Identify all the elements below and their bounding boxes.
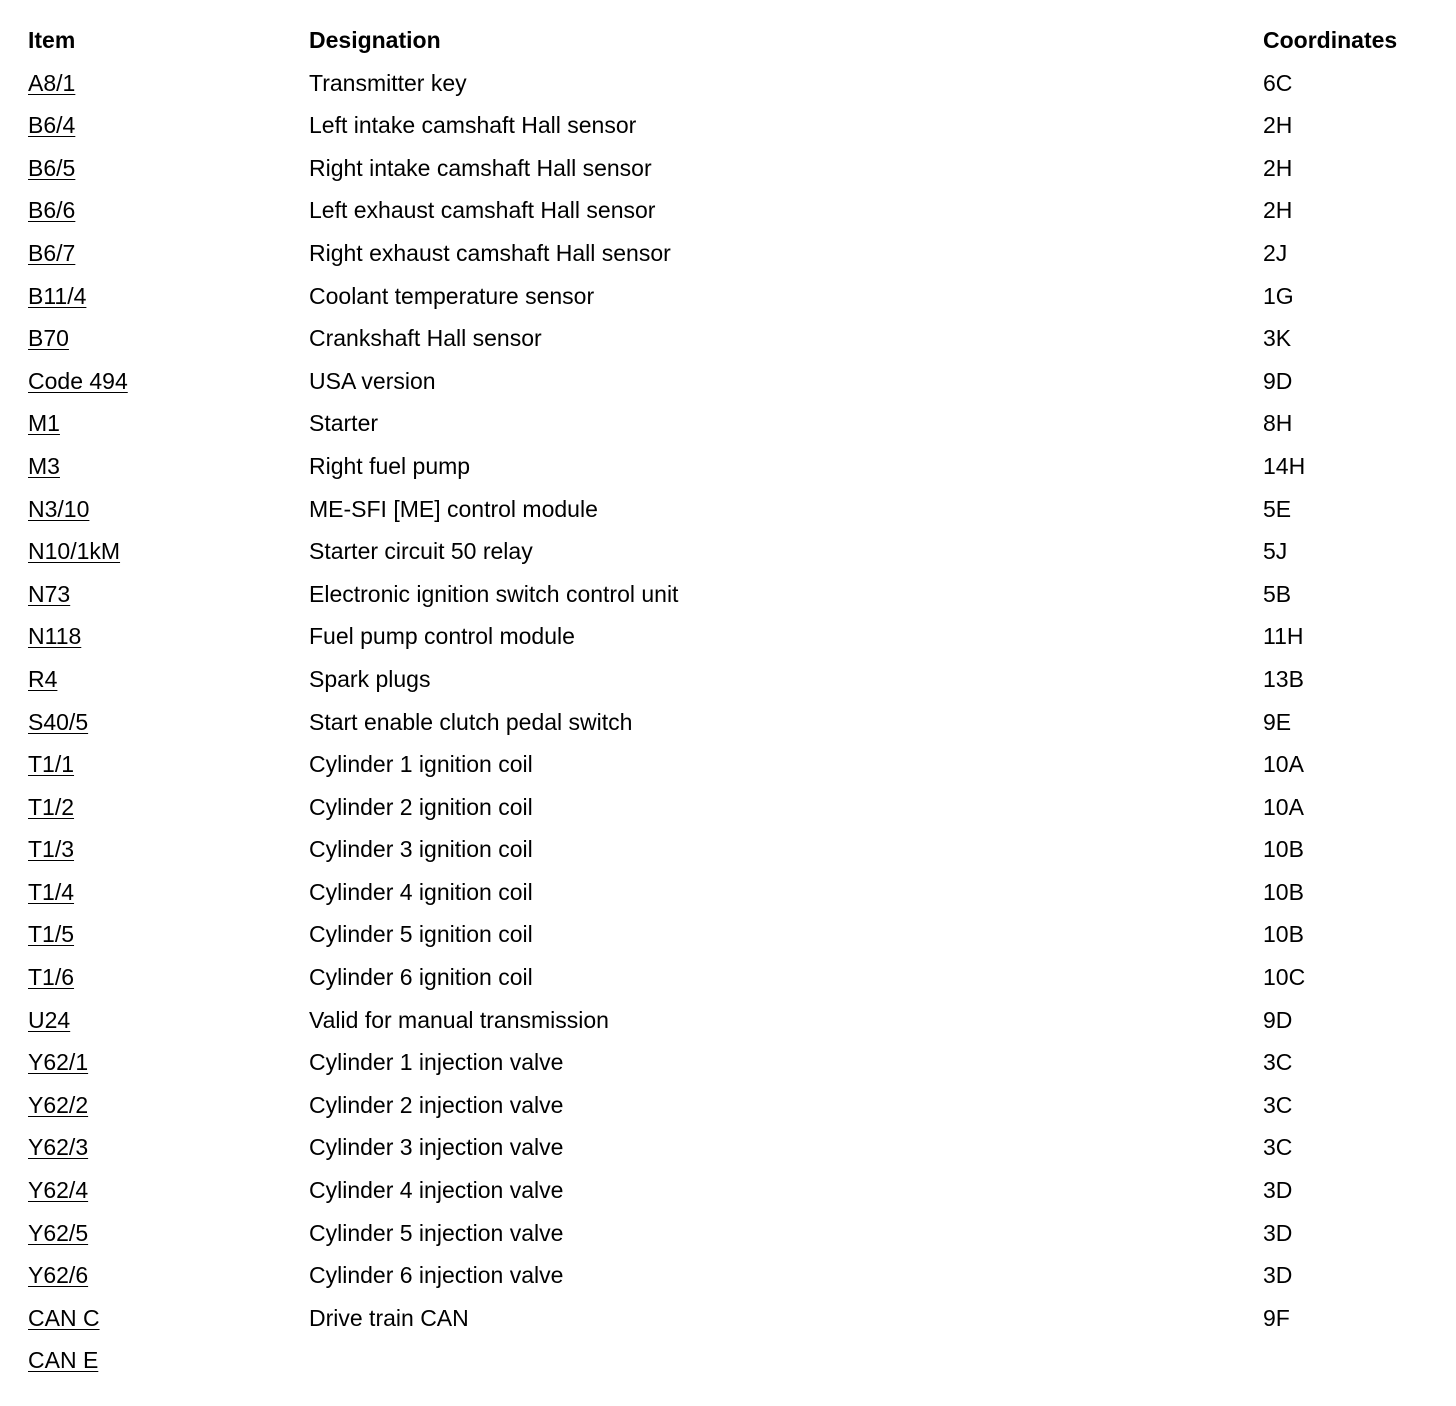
designation-cell: Left intake camshaft Hall sensor <box>309 112 637 139</box>
item-link[interactable]: CAN C <box>28 1304 100 1331</box>
designation-cell: Cylinder 6 injection valve <box>309 1262 564 1289</box>
table-row <box>0 189 1456 232</box>
item-link[interactable]: B6/6 <box>28 197 76 224</box>
table-row <box>0 913 1456 956</box>
designation-cell: Cylinder 3 injection valve <box>309 1134 564 1161</box>
designation-cell: Coolant temperature sensor <box>309 282 595 309</box>
table-row <box>0 275 1456 318</box>
coordinates-cell: 14H <box>1263 452 1306 479</box>
item-link[interactable]: T1/3 <box>28 836 75 863</box>
item-link[interactable]: T1/2 <box>28 793 75 820</box>
coordinates-cell: 3C <box>1263 1049 1293 1076</box>
designation-cell: Transmitter key <box>309 69 467 96</box>
designation-cell: Starter circuit 50 relay <box>309 538 533 565</box>
coordinates-cell: 3D <box>1263 1262 1293 1289</box>
item-link[interactable]: T1/4 <box>28 878 75 905</box>
header-designation: Designation <box>309 27 441 53</box>
table-row <box>0 1041 1456 1084</box>
item-link[interactable]: CAN E <box>28 1347 99 1374</box>
coordinates-cell: 3D <box>1263 1219 1293 1246</box>
coordinates-cell: 5E <box>1263 495 1292 522</box>
designation-cell: Electronic ignition switch control unit <box>309 580 679 607</box>
designation-cell: Right exhaust camshaft Hall sensor <box>309 239 671 266</box>
designation-cell: Cylinder 4 injection valve <box>309 1177 564 1204</box>
coordinates-cell: 13B <box>1263 665 1304 692</box>
item-link[interactable]: R4 <box>28 665 58 692</box>
item-link[interactable]: Y62/5 <box>28 1219 89 1246</box>
coordinates-cell: 2H <box>1263 112 1293 139</box>
designation-cell: Cylinder 5 ignition coil <box>309 921 533 948</box>
coordinates-cell: 2J <box>1263 239 1288 266</box>
coordinates-cell: 5B <box>1263 580 1292 607</box>
coordinates-cell: 10B <box>1263 836 1304 863</box>
table-row <box>0 743 1456 786</box>
designation-cell: Valid for manual transmission <box>309 1006 609 1033</box>
table-header <box>0 19 1456 62</box>
designation-cell: ME-SFI [ME] control module <box>309 495 598 522</box>
coordinates-cell: 9F <box>1263 1304 1290 1331</box>
item-link[interactable]: Y62/6 <box>28 1262 89 1289</box>
designation-cell: Right intake camshaft Hall sensor <box>309 154 652 181</box>
item-link[interactable]: A8/1 <box>28 69 76 96</box>
coordinates-cell: 1G <box>1263 282 1294 309</box>
coordinates-cell: 10A <box>1263 793 1304 820</box>
designation-cell: Cylinder 3 ignition coil <box>309 836 533 863</box>
item-link[interactable]: N3/10 <box>28 495 90 522</box>
header-coordinates: Coordinates <box>1263 27 1398 53</box>
coordinates-cell: 9E <box>1263 708 1292 735</box>
table-row <box>0 104 1456 147</box>
header-item: Item <box>28 27 76 53</box>
table-row <box>0 573 1456 616</box>
designation-cell: Drive train CAN <box>309 1304 469 1331</box>
coordinates-cell: 9D <box>1263 367 1293 394</box>
table-row <box>0 317 1456 360</box>
item-link[interactable]: N10/1kM <box>28 538 121 565</box>
coordinates-cell: 2H <box>1263 154 1293 181</box>
table-row <box>0 615 1456 658</box>
item-link[interactable]: Y62/4 <box>28 1177 89 1204</box>
table-row <box>0 871 1456 914</box>
item-link[interactable]: N73 <box>28 580 71 607</box>
table-row <box>0 488 1456 531</box>
table-row <box>0 1339 1456 1382</box>
designation-cell: Spark plugs <box>309 665 431 692</box>
table-row <box>0 360 1456 403</box>
designation-cell: Cylinder 1 ignition coil <box>309 751 533 778</box>
designation-cell: Crankshaft Hall sensor <box>309 325 542 352</box>
coordinates-cell: 3C <box>1263 1134 1293 1161</box>
table-row <box>0 828 1456 871</box>
item-link[interactable]: Y62/1 <box>28 1049 89 1076</box>
coordinates-cell: 6C <box>1263 69 1293 96</box>
item-link[interactable]: M1 <box>28 410 60 437</box>
item-link[interactable]: T1/1 <box>28 751 75 778</box>
coordinates-cell: 5J <box>1263 538 1288 565</box>
coordinates-cell: 2H <box>1263 197 1293 224</box>
designation-cell: Cylinder 2 ignition coil <box>309 793 533 820</box>
designation-cell: USA version <box>309 367 436 394</box>
designation-cell: Fuel pump control module <box>309 623 575 650</box>
designation-cell: Start enable clutch pedal switch <box>309 708 633 735</box>
coordinates-cell: 10B <box>1263 921 1304 948</box>
designation-cell: Right fuel pump <box>309 452 471 479</box>
table-row <box>0 1169 1456 1212</box>
table-row <box>0 1084 1456 1127</box>
item-link[interactable]: N118 <box>28 623 82 650</box>
table-row <box>0 956 1456 999</box>
item-link[interactable]: B6/4 <box>28 112 76 139</box>
item-link[interactable]: Y62/3 <box>28 1134 89 1161</box>
designation-cell: Starter <box>309 410 379 437</box>
coordinates-cell: 10A <box>1263 751 1304 778</box>
designation-cell: Cylinder 5 injection valve <box>309 1219 564 1246</box>
table-row <box>0 445 1456 488</box>
item-link[interactable]: T1/6 <box>28 964 75 991</box>
table-row <box>0 232 1456 275</box>
table-row <box>0 786 1456 829</box>
coordinates-cell: 8H <box>1263 410 1293 437</box>
item-link[interactable]: B11/4 <box>28 282 87 309</box>
table-row <box>0 1254 1456 1297</box>
table-row <box>0 1126 1456 1169</box>
item-link[interactable]: Y62/2 <box>28 1091 89 1118</box>
table-row <box>0 701 1456 744</box>
table-row <box>0 658 1456 701</box>
item-link[interactable]: B70 <box>28 325 69 352</box>
table-row <box>0 147 1456 190</box>
table-row <box>0 1212 1456 1255</box>
table-row <box>0 402 1456 445</box>
coordinates-cell: 3C <box>1263 1091 1293 1118</box>
table-row <box>0 999 1456 1042</box>
item-link[interactable]: M3 <box>28 452 60 479</box>
item-link[interactable]: B6/7 <box>28 239 76 266</box>
table-row <box>0 62 1456 105</box>
item-link[interactable]: B6/5 <box>28 154 76 181</box>
item-link[interactable]: S40/5 <box>28 708 89 735</box>
item-link[interactable]: U24 <box>28 1006 71 1033</box>
component-legend-table <box>0 19 1456 1382</box>
coordinates-cell: 9D <box>1263 1006 1293 1033</box>
item-link[interactable]: T1/5 <box>28 921 75 948</box>
coordinates-cell: 11H <box>1263 623 1304 650</box>
item-link[interactable]: Code 494 <box>28 367 128 394</box>
designation-cell: Cylinder 1 injection valve <box>309 1049 564 1076</box>
table-row <box>0 530 1456 573</box>
designation-cell: Left exhaust camshaft Hall sensor <box>309 197 656 224</box>
coordinates-cell: 3D <box>1263 1177 1293 1204</box>
coordinates-cell: 10C <box>1263 964 1306 991</box>
designation-cell: Cylinder 6 ignition coil <box>309 964 533 991</box>
table-row <box>0 1297 1456 1340</box>
coordinates-cell: 10B <box>1263 878 1304 905</box>
table-body <box>0 62 1456 1382</box>
designation-cell: Cylinder 4 ignition coil <box>309 878 533 905</box>
designation-cell: Cylinder 2 injection valve <box>309 1091 564 1118</box>
coordinates-cell: 3K <box>1263 325 1292 352</box>
